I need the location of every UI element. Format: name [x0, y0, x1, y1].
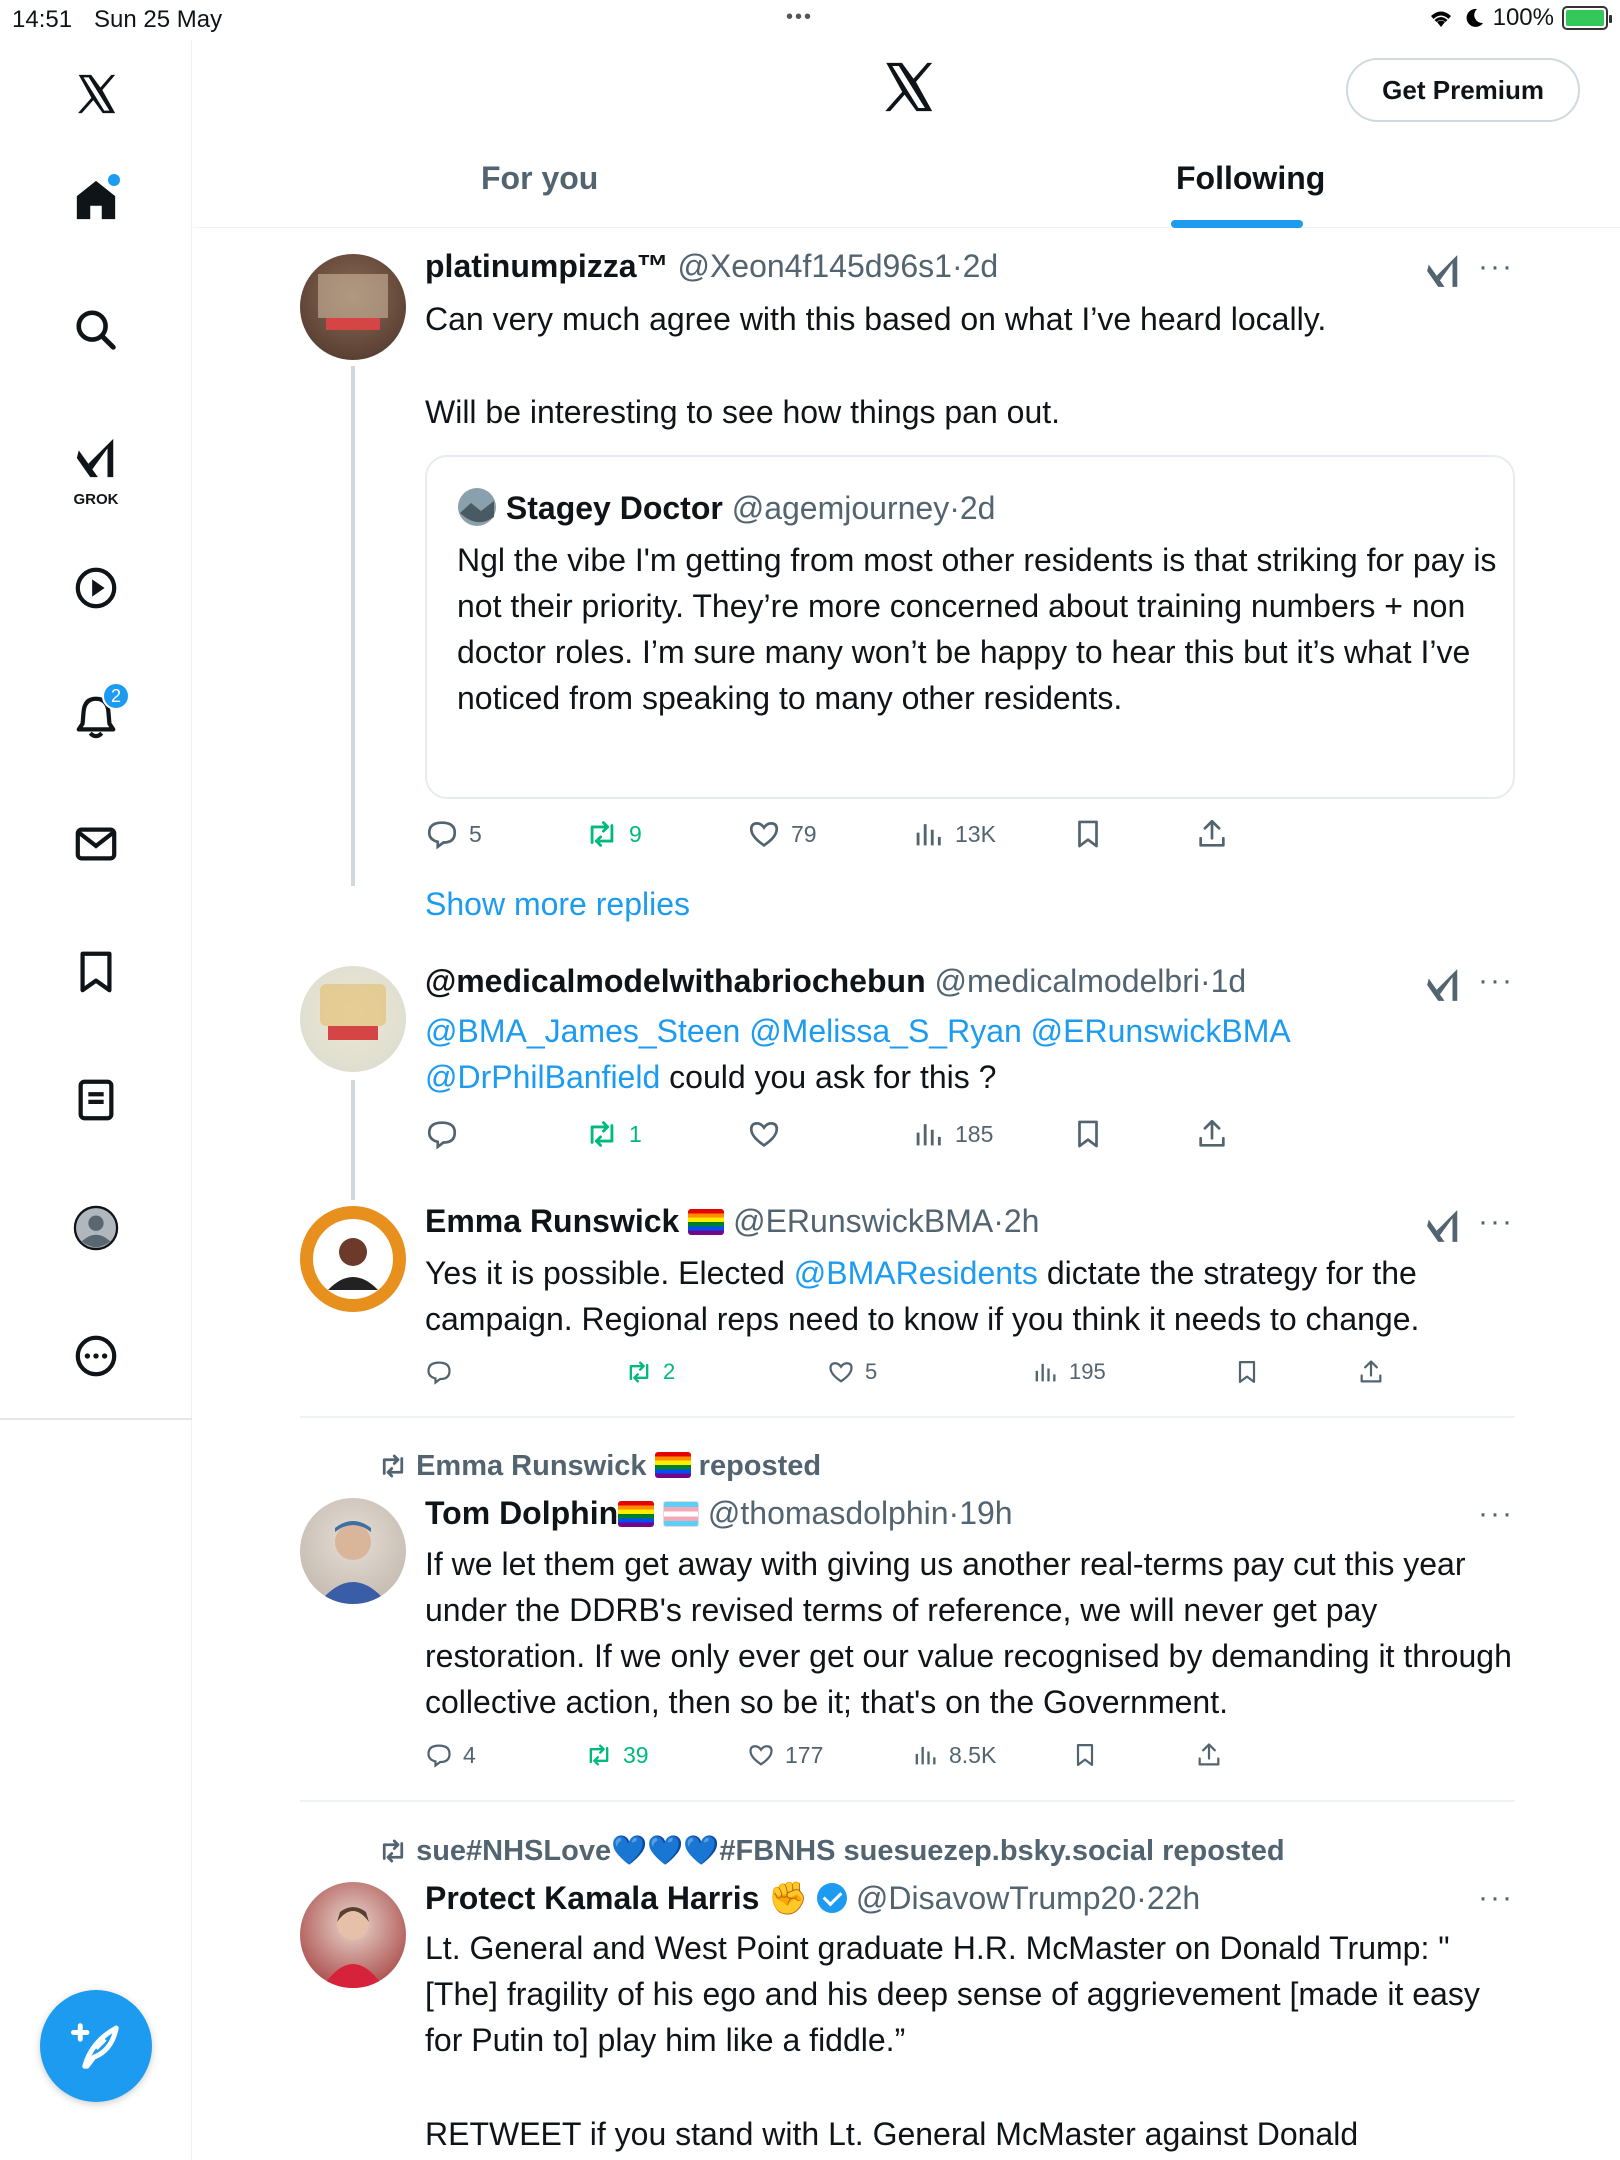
post-meta: Protect Kamala Harris ✊ @DisavowTrump20·22h: [425, 1880, 1201, 1916]
rainbow-flag-icon: [688, 1209, 724, 1235]
reply-icon: [425, 817, 459, 851]
views-icon: [911, 817, 945, 851]
views-button[interactable]: [911, 1117, 993, 1151]
share-icon: [1357, 1358, 1385, 1386]
repost-icon: [378, 1451, 408, 1481]
repost-icon: [585, 1117, 619, 1151]
post-text-a: Yes it is possible. Elected: [425, 1255, 794, 1291]
reply-icon: [425, 1741, 453, 1769]
tab-following[interactable]: Following: [1176, 160, 1326, 196]
views-count: 185: [955, 1120, 994, 1147]
repost-indicator: [378, 1834, 1285, 1868]
post-time[interactable]: 22h: [1146, 1880, 1201, 1916]
compose-button[interactable]: [40, 1990, 152, 2102]
more-options-icon[interactable]: ···: [1478, 1497, 1514, 1530]
verified-badge-icon: [817, 1883, 847, 1913]
mention-link[interactable]: @BMAResidents: [793, 1255, 1038, 1291]
post-meta: platinumpizza™ @Xeon4f145d96s1·2d: [425, 248, 999, 284]
reply-button[interactable]: [425, 1117, 459, 1151]
avatar[interactable]: [300, 254, 406, 360]
share-icon: [1195, 1741, 1223, 1769]
post-divider: [300, 1416, 1515, 1418]
repost-icon: [378, 1836, 408, 1866]
heart-icon: [827, 1358, 855, 1386]
reply-icon: [425, 1358, 453, 1386]
mention-link[interactable]: @DrPhilBanfield: [425, 1059, 661, 1095]
views-button[interactable]: [1031, 1358, 1106, 1386]
author-handle[interactable]: @Xeon4f145d96s1: [677, 248, 952, 284]
tab-for-you[interactable]: For you: [481, 160, 599, 196]
author-handle[interactable]: @DisavowTrump20: [855, 1880, 1137, 1916]
mention-link[interactable]: @ERunswickBMA: [1030, 1013, 1289, 1049]
tab-active-indicator: [1171, 220, 1303, 228]
author-name[interactable]: Emma Runswick: [425, 1203, 680, 1239]
avatar[interactable]: [300, 966, 406, 1072]
repost-suffix: reposted: [698, 1450, 822, 1482]
author-name[interactable]: Tom Dolphin: [425, 1495, 619, 1531]
repost-button[interactable]: [585, 1741, 649, 1769]
x-logo-icon[interactable]: [879, 58, 937, 116]
reply-button[interactable]: [425, 1741, 476, 1769]
reply-button[interactable]: [425, 1358, 453, 1386]
bookmark-icon: [1071, 817, 1105, 851]
sidebar-divider: [0, 1418, 192, 1420]
feather-plus-icon: [69, 2019, 123, 2073]
reply-icon: [425, 1117, 459, 1151]
views-count: 195: [1069, 1359, 1106, 1384]
search-icon: [73, 307, 119, 353]
author-handle[interactable]: @agemjourney: [731, 490, 950, 526]
sidebar-item-notifications[interactable]: [56, 676, 136, 756]
post-time[interactable]: 2d: [962, 248, 999, 284]
author-handle[interactable]: @ERunswickBMA: [733, 1203, 994, 1239]
header: [193, 40, 1620, 228]
author-name[interactable]: Stagey Doctor: [505, 490, 723, 526]
bookmark-icon: [1071, 1117, 1105, 1151]
avatar[interactable]: [457, 487, 497, 527]
trans-flag-icon: [663, 1501, 699, 1527]
post-meta: Tom Dolphin @thomasdolphin·19h: [425, 1495, 1013, 1531]
quoted-post[interactable]: [425, 455, 1515, 799]
share-button[interactable]: [1195, 1741, 1223, 1769]
grok-icon: [73, 435, 119, 481]
sidebar-item-bookmarks[interactable]: [56, 932, 136, 1012]
multitask-dots[interactable]: •••: [786, 6, 814, 28]
post-meta: Emma Runswick @ERunswickBMA·2h: [425, 1203, 1040, 1239]
views-button[interactable]: [911, 1741, 996, 1769]
like-count: 5: [865, 1359, 878, 1384]
more-options-icon[interactable]: ···: [1478, 964, 1514, 997]
author-handle[interactable]: @medicalmodelbri: [934, 963, 1200, 999]
share-button[interactable]: [1357, 1358, 1385, 1386]
repost-button[interactable]: [585, 1117, 642, 1151]
bookmark-button[interactable]: [1233, 1358, 1261, 1386]
like-button[interactable]: [747, 1117, 781, 1151]
heart-icon: [747, 1117, 781, 1151]
repost-icon: [625, 1358, 653, 1386]
post-text-body: could you ask for this ?: [669, 1059, 997, 1095]
sidebar-item-more[interactable]: [56, 1316, 136, 1396]
like-button[interactable]: [747, 817, 817, 851]
sidebar-item-grok[interactable]: [56, 418, 136, 514]
profile-avatar-icon: [73, 1205, 119, 1251]
more-options-icon[interactable]: ···: [1478, 1881, 1514, 1914]
bookmark-button[interactable]: [1071, 817, 1105, 851]
author-name[interactable]: platinumpizza™: [425, 248, 669, 284]
mention-link[interactable]: @Melissa_S_Ryan: [749, 1013, 1022, 1049]
reposted-by-name[interactable]: sue#NHSLove💙💙💙#FBNHS suesuezep.bsky.social reposted: [416, 1835, 1285, 1867]
sidebar-item-lists[interactable]: [56, 1060, 136, 1140]
more-circle-icon: [73, 1333, 119, 1379]
views-icon: [911, 1117, 945, 1151]
sidebar-item-messages[interactable]: [56, 804, 136, 884]
sidebar-item-explore[interactable]: [56, 290, 136, 370]
views-icon: [911, 1741, 939, 1769]
repost-count: 1: [629, 1120, 642, 1147]
bookmark-button[interactable]: [1071, 1117, 1105, 1151]
post-text: [425, 1008, 1515, 1100]
post-text-2: RETWEET if you stand with Lt. General McMaster against Donald: [425, 2116, 1359, 2152]
get-premium-button[interactable]: Get Premium: [1346, 58, 1580, 122]
home-unread-dot: [108, 174, 120, 186]
reposted-by-name[interactable]: Emma Runswick: [416, 1450, 647, 1482]
share-button[interactable]: [1195, 1117, 1229, 1151]
grok-label: GROK: [73, 491, 119, 508]
repost-indicator: [378, 1450, 821, 1483]
heart-icon: [747, 817, 781, 851]
status-right: [1427, 4, 1608, 32]
post-text: Lt. General and West Point graduate H.R. McMaster on Donald Trump: "[The] fragility of his ego and his deep sense of aggrievement [made it easy for Putin to] play him like a fiddle.”: [425, 1930, 1480, 2058]
status-time: 14:51: [12, 6, 73, 33]
post-time[interactable]: 2d: [959, 490, 996, 526]
reply-button[interactable]: [425, 817, 482, 851]
post-text-2: Will be interesting to see how things pan out.: [425, 394, 1061, 430]
like-button[interactable]: [747, 1741, 823, 1769]
sidebar-item-profile[interactable]: [56, 1188, 136, 1268]
post-time[interactable]: 1d: [1210, 963, 1247, 999]
envelope-icon: [73, 821, 119, 867]
post-text: If we let them get away with giving us another real-terms pay cut this year under the DDRB's revised terms of reference, we will never get pay restoration. If we only ever get our value recognised by demanding it through collective action, then so be it; that's on the Government.: [425, 1546, 1512, 1720]
show-more-replies-link[interactable]: Show more replies: [425, 886, 690, 922]
avatar[interactable]: [300, 1882, 406, 1988]
repost-button[interactable]: [585, 817, 642, 851]
sidebar-item-home[interactable]: [56, 160, 136, 240]
rainbow-flag-icon: [655, 1452, 691, 1478]
grok-icon[interactable]: [1424, 1207, 1462, 1245]
post-text: Can very much agree with this based on what I’ve heard locally.: [425, 301, 1327, 337]
grok-icon[interactable]: [1424, 966, 1462, 1004]
quoted-meta: Stagey Doctor @agemjourney·2d: [457, 487, 995, 527]
post-text-b: dictate the strategy for the campaign. Regional reps need to know if you think it needs to change.: [425, 1255, 1420, 1337]
post-divider: [300, 1800, 1515, 1802]
rainbow-flag-icon: [618, 1501, 654, 1527]
repost-count: 39: [623, 1741, 649, 1768]
repost-count: 9: [629, 820, 642, 847]
more-options-icon[interactable]: ···: [1478, 250, 1514, 283]
bookmark-icon: [1071, 1741, 1099, 1769]
like-count: 79: [791, 820, 817, 847]
repost-count: 2: [663, 1359, 676, 1384]
x-logo-icon[interactable]: [56, 54, 136, 134]
battery-percent: 100%: [1492, 4, 1554, 31]
share-button[interactable]: [1195, 817, 1229, 851]
battery-icon: [1562, 6, 1608, 30]
post-time[interactable]: 19h: [959, 1495, 1013, 1531]
status-bar: [0, 0, 1620, 40]
views-count: 13K: [955, 820, 996, 847]
views-icon: [1031, 1358, 1059, 1386]
post-text: [425, 1250, 1515, 1342]
more-options-icon[interactable]: ···: [1478, 1205, 1514, 1238]
avatar[interactable]: [300, 1498, 406, 1604]
bookmark-icon: [1233, 1358, 1261, 1386]
quoted-text: Ngl the vibe I'm getting from most other residents is that striking for pay is not their priority. They’re more concerned about training numbers + non doctor roles. I’m sure many won’t be happy to hear this but it’s what I’ve noticed from speaking to many other residents.: [457, 542, 1497, 716]
sidebar-item-videos[interactable]: [56, 548, 136, 628]
bookmark-button[interactable]: [1071, 1741, 1099, 1769]
mention-link[interactable]: @BMA_James_Steen: [425, 1013, 741, 1049]
heart-icon: [747, 1741, 775, 1769]
thread-line: [351, 1080, 355, 1200]
author-handle[interactable]: @thomasdolphin: [707, 1495, 949, 1531]
repost-button[interactable]: [625, 1358, 675, 1386]
fist-emoji: ✊: [768, 1880, 809, 1916]
like-count: 177: [785, 1741, 824, 1768]
bookmark-icon: [73, 949, 119, 995]
share-icon: [1195, 1117, 1229, 1151]
avatar[interactable]: [300, 1206, 406, 1312]
thread-line: [351, 366, 355, 886]
sidebar: [0, 40, 192, 2160]
status-date: Sun 25 May: [94, 6, 223, 33]
grok-icon[interactable]: [1424, 252, 1462, 290]
wifi-icon: [1427, 7, 1455, 29]
moon-icon: [1463, 7, 1485, 29]
play-icon: [73, 565, 119, 611]
repost-icon: [585, 1741, 613, 1769]
reply-count: 5: [469, 820, 482, 847]
post-time[interactable]: 2h: [1003, 1203, 1040, 1239]
post-meta: @medicalmodelwithabriochebun @medicalmodelbri·1d: [425, 963, 1247, 999]
like-button[interactable]: [827, 1358, 877, 1386]
author-name[interactable]: Protect Kamala Harris: [425, 1880, 760, 1916]
views-button[interactable]: [911, 817, 996, 851]
views-count: 8.5K: [949, 1741, 997, 1768]
list-icon: [73, 1077, 119, 1123]
repost-icon: [585, 817, 619, 851]
author-name[interactable]: @medicalmodelwithabriochebun: [425, 963, 926, 999]
share-icon: [1195, 817, 1229, 851]
notification-badge: 2: [102, 682, 130, 710]
reply-count: 4: [463, 1741, 476, 1768]
